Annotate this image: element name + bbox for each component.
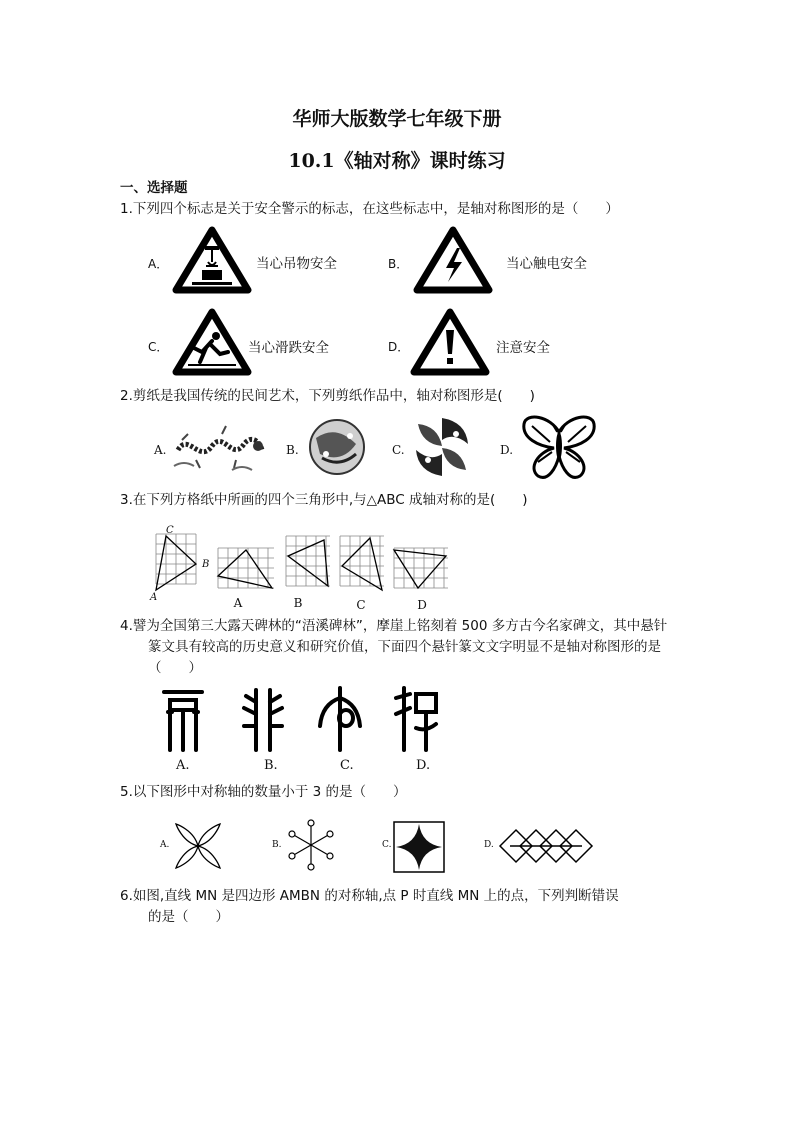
q3-option-b: B (293, 596, 303, 610)
q1-option-a-letter: A． (148, 257, 169, 271)
fish-papercut-icon (410, 414, 474, 480)
four-petal-flower-icon (172, 820, 224, 872)
hanging-load-warning-icon (172, 226, 252, 294)
seal-script-character-c-icon (316, 684, 364, 754)
grid-option-c (338, 534, 386, 594)
seal-script-character-d-icon (392, 684, 442, 754)
q4-option-d: D. (416, 758, 431, 773)
question-4-line-1: 4.譬为全国第三大露天碑林的“浯溪碑林”，摩崖上铭刻着 500 多方古今名家碑文，其中悬针 (120, 618, 668, 634)
six-ray-star-icon (284, 818, 338, 872)
q5-option-d-letter: D. (484, 840, 494, 850)
q5-option-c-letter: C. (382, 840, 392, 850)
grid-option-b (284, 534, 332, 592)
q2-option-b-letter: B. (286, 443, 299, 457)
question-3-text: 3.在下列方格纸中所画的四个三角形中,与△ABC 成轴对称的是( ) (120, 492, 528, 508)
seal-script-character-b-icon (240, 686, 286, 754)
section-heading: 一、选择题 (120, 180, 188, 196)
vertex-label-c: C (166, 525, 174, 536)
round-papercut-icon (302, 418, 372, 476)
grid-option-a (216, 546, 276, 592)
q4-option-c: C. (340, 758, 354, 773)
electric-shock-warning-icon (413, 226, 493, 294)
q2-option-d-letter: D. (500, 443, 514, 457)
vertex-label-b: B (202, 559, 210, 570)
q1-option-a-caption: 当心吊物安全 (256, 256, 337, 272)
q1-option-d-letter: D． (388, 340, 410, 354)
question-5-text: 5.以下图形中对称轴的数量小于 3 的是（ ） (120, 784, 407, 800)
question-4-line-3: （ ） (148, 660, 202, 676)
question-1-text: 1.下列四个标志是关于安全警示的标志，在这些标志中，是轴对称图形的是（ ） (120, 201, 619, 217)
question-2-text: 2.剪纸是我国传统的民间艺术，下列剪纸作品中，轴对称图形是( ) (120, 388, 535, 404)
q1-option-b-letter: B． (388, 257, 409, 271)
q4-option-b: B. (264, 758, 278, 773)
seal-script-character-a-icon (160, 688, 206, 754)
q1-option-b-caption: 当心触电安全 (506, 256, 587, 272)
interlocking-diamonds-icon (496, 826, 592, 866)
square-with-star-icon (392, 820, 446, 874)
butterfly-papercut-icon (520, 412, 598, 484)
q4-option-a: A. (176, 758, 190, 773)
question-4-line-2: 篆文具有较高的历史意义和研究价值，下面四个悬针篆文文字明显不是轴对称图形的是 (148, 639, 661, 655)
q3-option-a: A (233, 596, 243, 610)
q1-option-c-letter: C． (148, 340, 169, 354)
dragon-papercut-icon (172, 420, 268, 476)
q5-option-b-letter: B. (272, 840, 282, 850)
q3-option-d: D (417, 598, 427, 612)
general-caution-icon (410, 308, 490, 376)
q2-option-a-letter: A. (154, 443, 167, 457)
question-6-line-2: 的是（ ） (148, 909, 229, 925)
q3-option-c: C (356, 598, 366, 612)
page-title: 华师大版数学七年级下册 (292, 108, 502, 130)
grid-option-d (392, 546, 450, 592)
vertex-label-a: A (150, 592, 158, 603)
q5-option-a-letter: A. (160, 840, 170, 850)
q2-option-c-letter: C. (392, 443, 405, 457)
q1-option-d-caption: 注意安全 (496, 340, 550, 356)
slip-warning-icon (172, 308, 252, 376)
page-subtitle: 10.1《轴对称》课时练习 (288, 150, 506, 172)
grid-triangle-abc (150, 528, 202, 598)
q1-option-c-caption: 当心滑跌安全 (248, 340, 329, 356)
question-6-line-1: 6.如图,直线 MN 是四边形 AMBN 的对称轴,点 P 时直线 MN 上的点，下列判断错误 (120, 888, 619, 904)
